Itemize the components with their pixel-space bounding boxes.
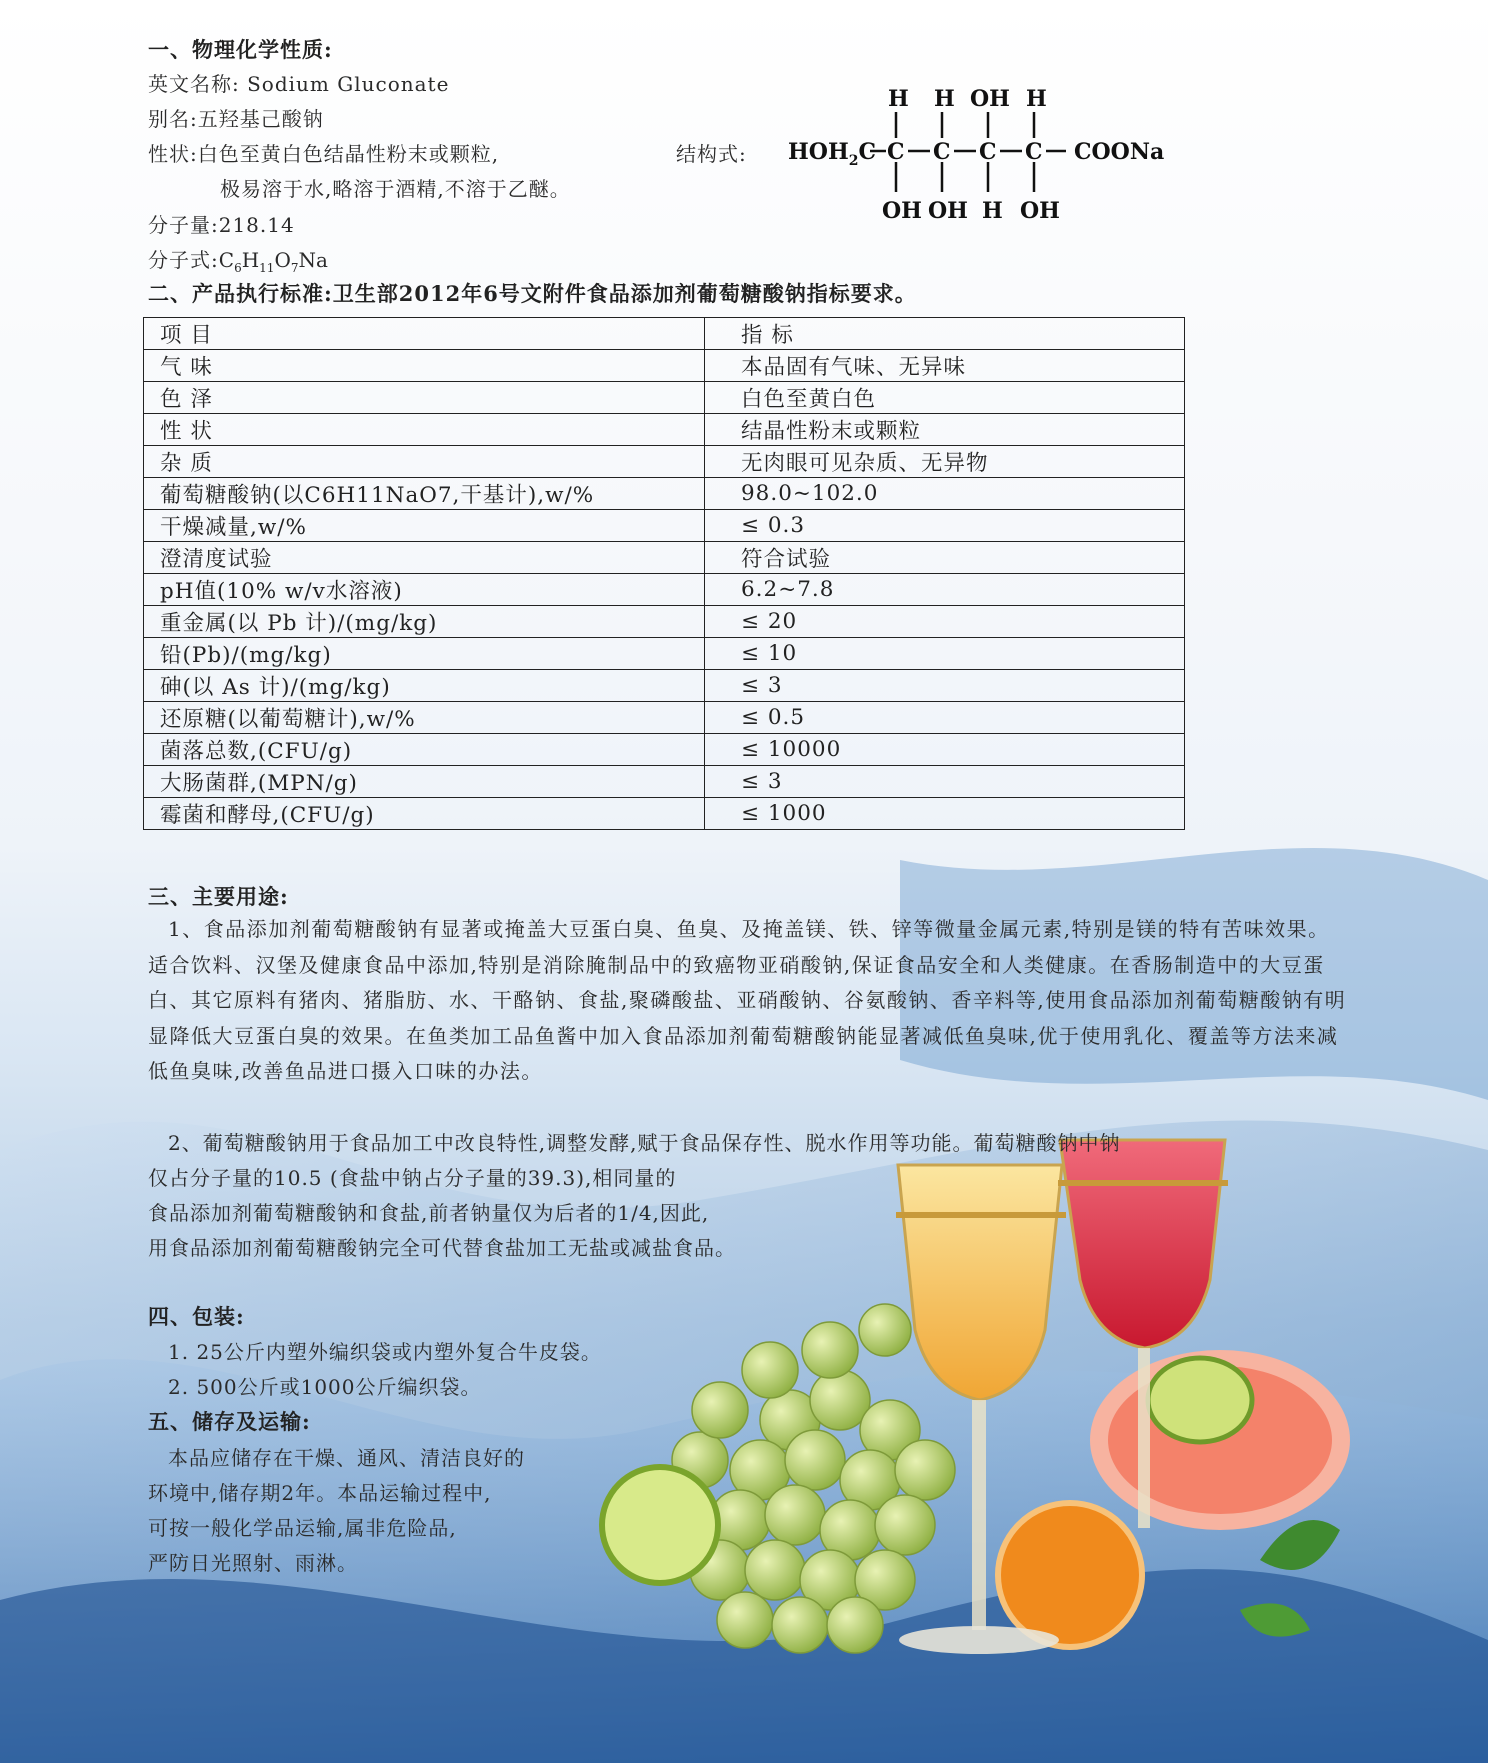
spec-cell: 98.0~102.0: [705, 478, 1185, 510]
table-row: [144, 638, 1185, 670]
structural-formula: [786, 80, 1166, 230]
item-cell: 澄清度试验: [144, 542, 705, 574]
usage-paragraph-2-line-4: 用食品添加剂葡萄糖酸钠完全可代替食盐加工无盐或减盐食品。: [148, 1236, 736, 1260]
table-row: [144, 414, 1185, 446]
table-row: [144, 446, 1185, 478]
section-1-title: 一、物理化学性质:: [148, 37, 333, 62]
packaging-item-1: 1. 25公斤内塑外编织袋或内塑外复合牛皮袋。: [168, 1340, 602, 1364]
bottom-atom-4: OH: [1020, 198, 1060, 224]
storage-line-3: 可按一般化学品运输,属非危险品,: [148, 1516, 457, 1540]
carbon-1: C: [887, 139, 905, 165]
top-atom-3: OH: [970, 86, 1010, 112]
spec-cell: 6.2~7.8: [705, 574, 1185, 606]
table-row: [144, 734, 1185, 766]
usage-paragraph-2-line-2: 仅占分子量的10.5 (食盐中钠占分子量的39.3),相同量的: [148, 1166, 677, 1190]
top-atom-1: H: [888, 86, 909, 112]
alias: 别名:五羟基己酸钠: [148, 107, 324, 131]
appearance-line-1: 性状:白色至黄白色结晶性粉末或颗粒,: [148, 142, 500, 166]
spec-cell: ≤ 3: [705, 670, 1185, 702]
item-cell: 重金属(以 Pb 计)/(mg/kg): [144, 606, 705, 638]
item-cell: 干燥减量,w/%: [144, 510, 705, 542]
structure-bottom-atoms: [882, 198, 1060, 224]
table-header-row: [144, 318, 1185, 350]
header-spec: 指 标: [705, 318, 1185, 350]
spec-cell: ≤ 1000: [705, 798, 1185, 830]
english-name: 英文名称: Sodium Gluconate: [148, 72, 450, 96]
table-row: [144, 798, 1185, 830]
item-cell: 气 味: [144, 350, 705, 382]
formula-value: $C_6H_{11}O_7Na$: [218, 248, 328, 275]
spec-cell: 结晶性粉末或颗粒: [705, 414, 1185, 446]
carbon-4: C: [1025, 139, 1043, 165]
appearance-line-2: 极易溶于水,略溶于酒精,不溶于乙醚。: [220, 177, 571, 201]
storage-line-1: 本品应储存在干燥、通风、清洁良好的: [168, 1446, 525, 1470]
item-cell: 性 状: [144, 414, 705, 446]
spec-cell: ≤ 20: [705, 606, 1185, 638]
section-2-title: 二、产品执行标准:卫生部2012年6号文附件食品添加剂葡萄糖酸钠指标要求。: [148, 281, 917, 306]
section-5-title: 五、储存及运输:: [148, 1409, 311, 1434]
bottom-atom-3: H: [982, 198, 1003, 224]
section-4-title: 四、包装:: [148, 1304, 245, 1329]
spec-cell: 白色至黄白色: [705, 382, 1185, 414]
chain-left: $HOH_2C$: [788, 139, 877, 169]
usage-paragraph-1: 1、食品添加剂葡萄糖酸钠有显著或掩盖大豆蛋白臭、鱼臭、及掩盖镁、铁、锌等微量金属元素,特别是镁的特有苦味效果。适合饮料、汉堡及健康食品中添加,特别是消除腌制品中的致癌物亚硝酸钠,保证食品安全和人类健康。在香肠制造中的大豆蛋白、其它原料有猪肉、猪脂肪、水、干酪钠、食盐,聚磷酸盐、亚硝酸钠、谷氨酸钠、香辛料等,使用食品添加剂葡萄糖酸钠有明显降低大豆蛋白臭的效果。在鱼类加工品鱼酱中加入食品添加剂葡萄糖酸钠能显著减低鱼臭味,优于使用乳化、覆盖等方法来减低鱼臭味,改善鱼品进口摄入口味的办法。: [148, 917, 1347, 1083]
table-row: [144, 766, 1185, 798]
structure-label: 结构式:: [676, 142, 747, 166]
molecular-weight: 分子量:218.14: [148, 213, 295, 237]
spec-cell: 本品固有气味、无异味: [705, 350, 1185, 382]
section-3-title: 三、主要用途:: [148, 884, 289, 909]
table-row: [144, 510, 1185, 542]
table-row: [144, 574, 1185, 606]
spec-cell: 无肉眼可见杂质、无异物: [705, 446, 1185, 478]
usage-paragraph-2-line-1: 2、葡萄糖酸钠用于食品加工中改良特性,调整发酵,赋于食品保存性、脱水作用等功能。葡萄糖酸钠中钠: [168, 1131, 1121, 1155]
spec-cell: 符合试验: [705, 542, 1185, 574]
bottom-atom-1: OH: [882, 198, 922, 224]
item-cell: 砷(以 As 计)/(mg/kg): [144, 670, 705, 702]
top-atom-2: H: [934, 86, 955, 112]
spec-cell: ≤ 10: [705, 638, 1185, 670]
carbon-2: C: [933, 139, 951, 165]
top-atom-4: H: [1026, 86, 1047, 112]
spec-cell: ≤ 0.5: [705, 702, 1185, 734]
item-cell: 大肠菌群,(MPN/g): [144, 766, 705, 798]
item-cell: 菌落总数,(CFU/g): [144, 734, 705, 766]
item-cell: 铅(Pb)/(mg/kg): [144, 638, 705, 670]
spec-cell: ≤ 0.3: [705, 510, 1185, 542]
spec-cell: ≤ 10000: [705, 734, 1185, 766]
item-cell: 霉菌和酵母,(CFU/g): [144, 798, 705, 830]
spec-cell: ≤ 3: [705, 766, 1185, 798]
table-row: [144, 542, 1185, 574]
table-row: [144, 606, 1185, 638]
item-cell: 色 泽: [144, 382, 705, 414]
table-row: [144, 350, 1185, 382]
molecular-formula: [148, 244, 328, 275]
header-item: 项 目: [144, 318, 705, 350]
structure-top-atoms: [888, 86, 1047, 112]
table-row: [144, 478, 1185, 510]
table-row: [144, 382, 1185, 414]
usage-paragraph-2-line-3: 食品添加剂葡萄糖酸钠和食盐,前者钠量仅为后者的1/4,因此,: [148, 1201, 710, 1225]
formula-label: 分子式:: [148, 248, 219, 272]
table-row: [144, 702, 1185, 734]
table-row: [144, 670, 1185, 702]
item-cell: 杂 质: [144, 446, 705, 478]
bottom-atom-2: OH: [928, 198, 968, 224]
chain-right: COONa: [1074, 139, 1165, 165]
item-cell: pH值(10% w/v水溶液): [144, 574, 705, 606]
item-cell: 还原糖(以葡萄糖计),w/%: [144, 702, 705, 734]
spec-table: [143, 317, 1185, 830]
carbon-3: C: [979, 139, 997, 165]
item-cell: 葡萄糖酸钠(以C6H11NaO7,干基计),w/%: [144, 478, 705, 510]
packaging-item-2: 2. 500公斤或1000公斤编织袋。: [168, 1375, 482, 1399]
storage-line-4: 严防日光照射、雨淋。: [148, 1551, 358, 1575]
storage-line-2: 环境中,储存期2年。本品运输过程中,: [148, 1481, 492, 1505]
